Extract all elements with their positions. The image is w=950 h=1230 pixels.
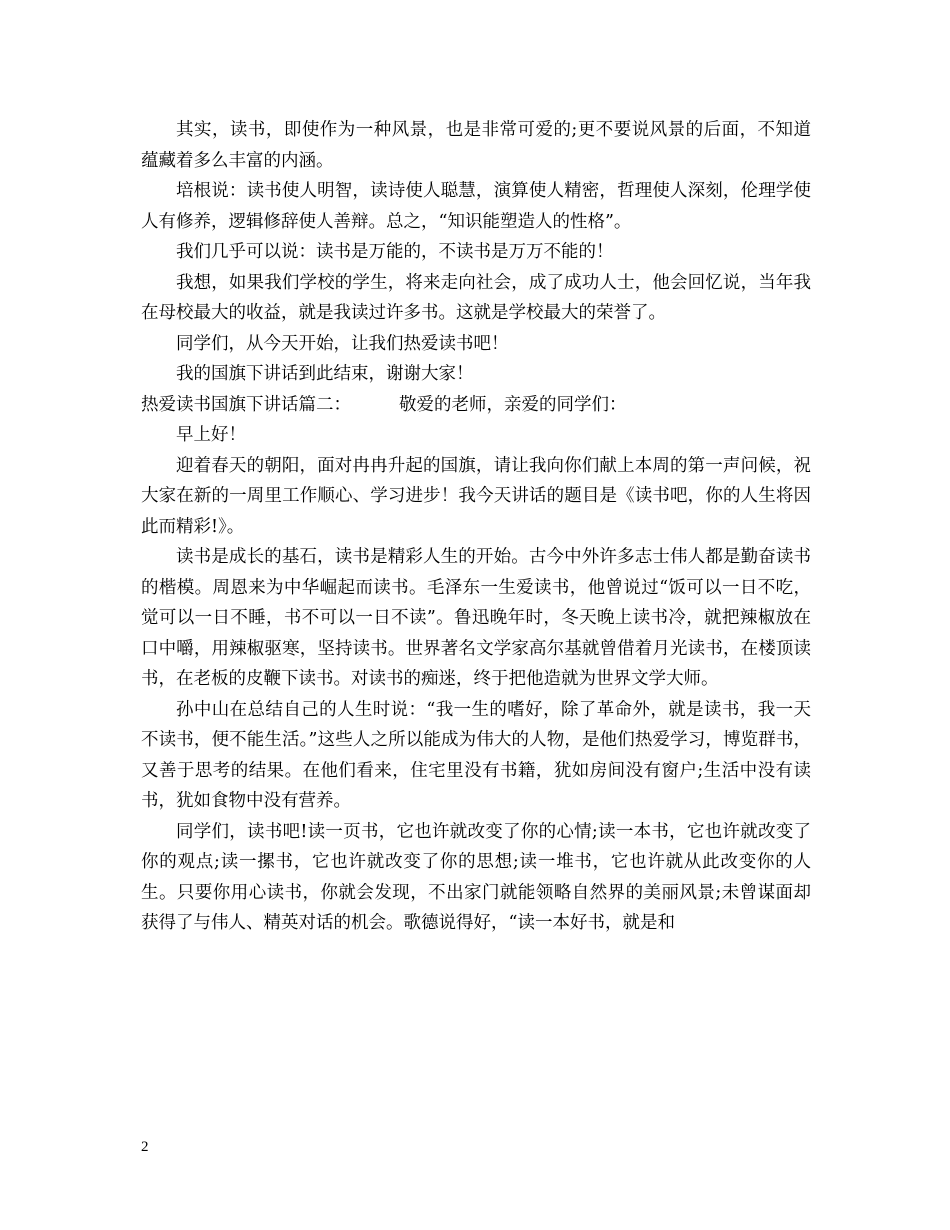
paragraph: 迎着春天的朝阳，面对冉冉升起的国旗，请让我向你们献上本周的第一声问候，祝大家在新的一周里工作顺心、学习进步！我今天讲话的题目是《读书吧，你的人生将因此而精彩!》。 [141, 455, 811, 537]
paragraph: 培根说：读书使人明智，读诗使人聪慧，演算使人精密，哲理使人深刻，伦理学使人有修养，逻辑修辞使人善辩。总之，“知识能塑造人的性格”。 [141, 181, 811, 232]
paragraph: 其实，读书，即使作为一种风景，也是非常可爱的;更不要说风景的后面，不知道蕴藏着多么丰富的内涵。 [141, 120, 811, 171]
paragraph: 同学们，读书吧!读一页书，它也许就改变了你的心情;读一本书，它也许就改变了你的观点;读一摞书，它也许就改变了你的思想;读一堆书，它也许就从此改变你的人生。只要你用心读书，你就会发现，不出家门就能领略自然界的美丽风景;未曾谋面却获得了与伟人、精英对话的机会。歌德说得好，“读一本好书，就是和 [141, 821, 811, 933]
paragraph: 读书是成长的基石，读书是精彩人生的开始。古今中外许多志士伟人都是勤奋读书的楷模。周恩来为中华崛起而读书。毛泽东一生爱读书，他曾说过“饭可以一日不吃，觉可以一日不睡，书不可以一日不读”。鲁迅晚年时，冬天晚上读书冷，就把辣椒放在口中嚼，用辣椒驱寒，坚持读书。世界著名文学家高尔基就曾借着月光读书，在楼顶读书，在老板的皮鞭下读书。对读书的痴迷，终于把他造就为世界文学大师。 [141, 547, 811, 689]
salutation: 敬爱的老师，亲爱的同学们： [399, 394, 627, 415]
paragraph: 我想，如果我们学校的学生，将来走向社会，成了成功人士，他会回忆说，当年我在母校最大的收益，就是我读过许多书。这就是学校最大的荣誉了。 [141, 272, 811, 323]
paragraph: 我的国旗下讲话到此结束，谢谢大家！ [176, 364, 474, 384]
paragraph: 早上好！ [176, 425, 246, 445]
paragraph: 同学们，从今天开始，让我们热爱读书吧！ [176, 333, 509, 354]
section-heading-line [141, 390, 811, 421]
paragraph: 孙中山在总结自己的人生时说：“我一生的嗜好，除了革命外，就是读书，我一天不读书，便不能生活。”这些人之所以能成为伟大的人物，是他们热爱学习，博览群书，又善于思考的结果。在他们看来，住宅里没有书籍，犹如房间没有窗户;生活中没有读书，犹如食物中没有营养。 [141, 699, 811, 811]
paragraph: 我们几乎可以说：读书是万能的，不读书是万万不能的！ [176, 242, 614, 262]
document-body [141, 115, 811, 939]
section-title: 热爱读书国旗下讲话篇二： [141, 394, 351, 415]
page-number: 2 [141, 1139, 149, 1155]
